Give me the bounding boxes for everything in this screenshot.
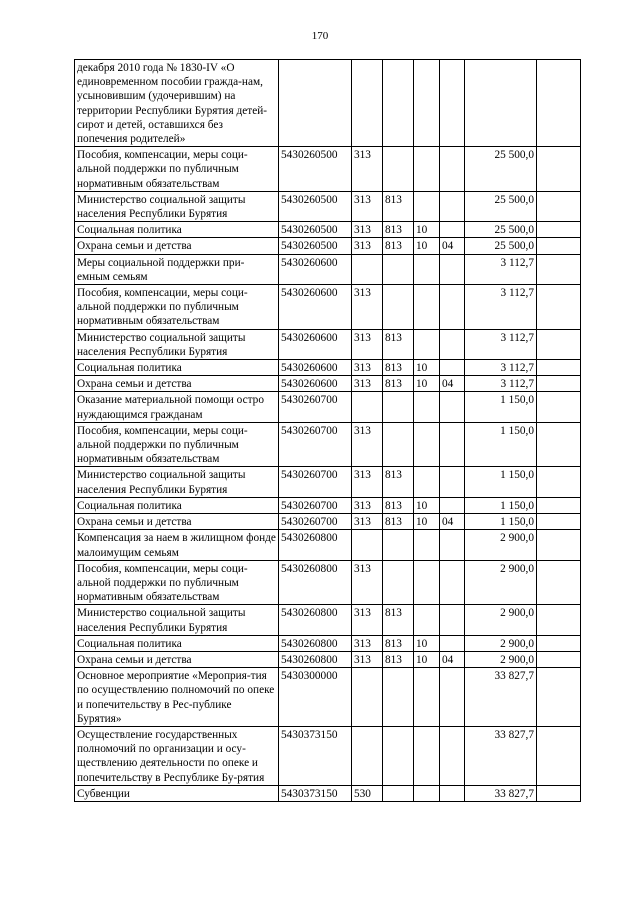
row-name-cell: Охрана семьи и детства <box>75 514 279 530</box>
amount-cell: 3 112,7 <box>465 254 537 284</box>
row-name-cell: декабря 2010 года № 1830-IV «О единовременном пособии гражда-нам, усыновившим (удочерившим) на территории Республики Бурятия детей-сирот и детей, оставшихся без попечения родителей» <box>75 60 279 147</box>
section-cell <box>414 668 440 727</box>
row-name-cell: Пособия, компенсации, меры соци-альной поддержки по публичным нормативным обязательствам <box>75 147 279 192</box>
table-row <box>75 60 581 147</box>
target-code-cell: 5430260600 <box>279 329 352 359</box>
administrator-cell <box>383 60 414 147</box>
section-cell <box>414 785 440 801</box>
expense-type-cell: 313 <box>352 222 383 238</box>
target-code-cell: 5430260700 <box>279 422 352 467</box>
section-cell: 10 <box>414 376 440 392</box>
amount-cell: 3 112,7 <box>465 285 537 330</box>
section-cell: 10 <box>414 497 440 513</box>
expense-type-cell: 313 <box>352 329 383 359</box>
row-name-cell: Социальная политика <box>75 497 279 513</box>
table-row <box>75 360 581 376</box>
budget-table-body <box>75 60 581 802</box>
subsection-cell <box>440 360 465 376</box>
row-name-cell: Основное мероприятие «Мероприя-тия по осуществлению полномочий по опеке и попечительству в Рес-публике Бурятия» <box>75 668 279 727</box>
row-name-cell: Субвенции <box>75 785 279 801</box>
subsection-cell <box>440 530 465 560</box>
row-name-cell: Компенсация за наем в жилищном фонде малоимущим семьям <box>75 530 279 560</box>
administrator-cell: 813 <box>383 222 414 238</box>
table-row <box>75 605 581 635</box>
row-name-cell: Министерство социальной защиты населения Республики Бурятия <box>75 467 279 497</box>
administrator-cell: 813 <box>383 605 414 635</box>
administrator-cell <box>383 785 414 801</box>
empty-cell <box>537 329 581 359</box>
table-row <box>75 392 581 422</box>
table-row <box>75 560 581 605</box>
row-name-cell: Оказание материальной помощи остро нуждающимся гражданам <box>75 392 279 422</box>
empty-cell <box>537 422 581 467</box>
empty-cell <box>537 360 581 376</box>
amount-cell: 3 112,7 <box>465 376 537 392</box>
target-code-cell: 5430260600 <box>279 254 352 284</box>
empty-cell <box>537 497 581 513</box>
subsection-cell <box>440 605 465 635</box>
expense-type-cell <box>352 668 383 727</box>
row-name-cell: Социальная политика <box>75 360 279 376</box>
expense-type-cell: 313 <box>352 514 383 530</box>
expense-type-cell: 313 <box>352 651 383 667</box>
target-code-cell: 5430260500 <box>279 238 352 254</box>
table-row <box>75 422 581 467</box>
row-name-cell: Охрана семьи и детства <box>75 376 279 392</box>
target-code-cell: 5430260600 <box>279 360 352 376</box>
table-row <box>75 285 581 330</box>
target-code-cell: 5430260800 <box>279 560 352 605</box>
administrator-cell: 813 <box>383 329 414 359</box>
amount-cell: 1 150,0 <box>465 514 537 530</box>
empty-cell <box>537 668 581 727</box>
row-name-cell: Министерство социальной защиты населения Республики Бурятия <box>75 191 279 221</box>
target-code-cell: 5430260800 <box>279 530 352 560</box>
section-cell <box>414 147 440 192</box>
subsection-cell: 04 <box>440 651 465 667</box>
section-cell: 10 <box>414 651 440 667</box>
amount-cell: 2 900,0 <box>465 530 537 560</box>
target-code-cell: 5430260800 <box>279 635 352 651</box>
empty-cell <box>537 530 581 560</box>
empty-cell <box>537 147 581 192</box>
table-row <box>75 514 581 530</box>
section-cell <box>414 191 440 221</box>
row-name-cell: Социальная политика <box>75 222 279 238</box>
expense-type-cell: 313 <box>352 360 383 376</box>
administrator-cell <box>383 726 414 785</box>
subsection-cell <box>440 222 465 238</box>
table-row <box>75 222 581 238</box>
empty-cell <box>537 222 581 238</box>
empty-cell <box>537 635 581 651</box>
section-cell <box>414 329 440 359</box>
administrator-cell <box>383 530 414 560</box>
expense-type-cell: 313 <box>352 376 383 392</box>
expense-type-cell: 313 <box>352 422 383 467</box>
empty-cell <box>537 726 581 785</box>
row-name-cell: Охрана семьи и детства <box>75 651 279 667</box>
section-cell <box>414 60 440 147</box>
administrator-cell: 813 <box>383 376 414 392</box>
administrator-cell: 813 <box>383 467 414 497</box>
subsection-cell <box>440 560 465 605</box>
target-code-cell: 5430260500 <box>279 222 352 238</box>
target-code-cell: 5430260700 <box>279 497 352 513</box>
row-name-cell: Социальная политика <box>75 635 279 651</box>
table-row <box>75 668 581 727</box>
expense-type-cell <box>352 254 383 284</box>
row-name-cell: Осуществление государственных полномочий по организации и осу-ществлению деятельности по опеке и попечительству в Республике Бу-рятия <box>75 726 279 785</box>
empty-cell <box>537 285 581 330</box>
table-row <box>75 376 581 392</box>
section-cell <box>414 467 440 497</box>
section-cell: 10 <box>414 360 440 376</box>
subsection-cell <box>440 497 465 513</box>
section-cell <box>414 285 440 330</box>
empty-cell <box>537 392 581 422</box>
target-code-cell: 5430260800 <box>279 605 352 635</box>
empty-cell <box>537 785 581 801</box>
amount-cell: 1 150,0 <box>465 422 537 467</box>
amount-cell: 33 827,7 <box>465 668 537 727</box>
section-cell: 10 <box>414 514 440 530</box>
target-code-cell: 5430260600 <box>279 376 352 392</box>
expense-type-cell: 313 <box>352 467 383 497</box>
table-row <box>75 785 581 801</box>
subsection-cell <box>440 147 465 192</box>
administrator-cell: 813 <box>383 651 414 667</box>
table-row <box>75 635 581 651</box>
target-code-cell: 5430373150 <box>279 726 352 785</box>
target-code-cell: 5430260500 <box>279 191 352 221</box>
administrator-cell <box>383 422 414 467</box>
amount-cell: 3 112,7 <box>465 329 537 359</box>
administrator-cell: 813 <box>383 497 414 513</box>
subsection-cell: 04 <box>440 376 465 392</box>
amount-cell: 25 500,0 <box>465 191 537 221</box>
subsection-cell <box>440 726 465 785</box>
subsection-cell <box>440 254 465 284</box>
subsection-cell <box>440 635 465 651</box>
expense-type-cell: 530 <box>352 785 383 801</box>
amount-cell: 25 500,0 <box>465 238 537 254</box>
expense-type-cell: 313 <box>352 560 383 605</box>
expense-type-cell: 313 <box>352 635 383 651</box>
administrator-cell <box>383 254 414 284</box>
target-code-cell: 5430300000 <box>279 668 352 727</box>
target-code-cell: 5430373150 <box>279 785 352 801</box>
table-row <box>75 497 581 513</box>
target-code-cell <box>279 60 352 147</box>
amount-cell: 2 900,0 <box>465 651 537 667</box>
administrator-cell: 813 <box>383 238 414 254</box>
empty-cell <box>537 467 581 497</box>
section-cell <box>414 422 440 467</box>
subsection-cell <box>440 285 465 330</box>
administrator-cell <box>383 147 414 192</box>
amount-cell: 33 827,7 <box>465 785 537 801</box>
section-cell <box>414 254 440 284</box>
subsection-cell <box>440 668 465 727</box>
amount-cell <box>465 60 537 147</box>
empty-cell <box>537 376 581 392</box>
administrator-cell <box>383 560 414 605</box>
table-row <box>75 329 581 359</box>
row-name-cell: Пособия, компенсации, меры соци-альной поддержки по публичным нормативным обязательствам <box>75 285 279 330</box>
amount-cell: 1 150,0 <box>465 497 537 513</box>
subsection-cell <box>440 422 465 467</box>
administrator-cell: 813 <box>383 514 414 530</box>
subsection-cell <box>440 60 465 147</box>
section-cell: 10 <box>414 222 440 238</box>
subsection-cell: 04 <box>440 514 465 530</box>
empty-cell <box>537 560 581 605</box>
expense-type-cell: 313 <box>352 238 383 254</box>
section-cell <box>414 726 440 785</box>
administrator-cell: 813 <box>383 635 414 651</box>
table-row <box>75 238 581 254</box>
subsection-cell <box>440 467 465 497</box>
administrator-cell <box>383 392 414 422</box>
expense-type-cell <box>352 60 383 147</box>
target-code-cell: 5430260700 <box>279 467 352 497</box>
table-row <box>75 191 581 221</box>
row-name-cell: Пособия, компенсации, меры соци-альной поддержки по публичным нормативным обязательствам <box>75 422 279 467</box>
expense-type-cell: 313 <box>352 191 383 221</box>
expense-type-cell: 313 <box>352 285 383 330</box>
empty-cell <box>537 191 581 221</box>
table-row <box>75 254 581 284</box>
empty-cell <box>537 514 581 530</box>
target-code-cell: 5430260700 <box>279 392 352 422</box>
amount-cell: 3 112,7 <box>465 360 537 376</box>
amount-cell: 1 150,0 <box>465 392 537 422</box>
row-name-cell: Меры социальной поддержки при-емным семьям <box>75 254 279 284</box>
subsection-cell <box>440 191 465 221</box>
administrator-cell <box>383 285 414 330</box>
administrator-cell: 813 <box>383 360 414 376</box>
section-cell: 10 <box>414 635 440 651</box>
section-cell <box>414 392 440 422</box>
empty-cell <box>537 254 581 284</box>
empty-cell <box>537 605 581 635</box>
table-row <box>75 467 581 497</box>
section-cell <box>414 605 440 635</box>
empty-cell <box>537 651 581 667</box>
row-name-cell: Пособия, компенсации, меры соци-альной поддержки по публичным нормативным обязательствам <box>75 560 279 605</box>
amount-cell: 25 500,0 <box>465 222 537 238</box>
amount-cell: 2 900,0 <box>465 560 537 605</box>
row-name-cell: Министерство социальной защиты населения Республики Бурятия <box>75 329 279 359</box>
table-row <box>75 726 581 785</box>
expense-type-cell <box>352 530 383 560</box>
section-cell <box>414 530 440 560</box>
amount-cell: 33 827,7 <box>465 726 537 785</box>
section-cell <box>414 560 440 605</box>
empty-cell <box>537 60 581 147</box>
target-code-cell: 5430260500 <box>279 147 352 192</box>
page-number: 170 <box>311 30 329 42</box>
subsection-cell <box>440 785 465 801</box>
empty-cell <box>537 238 581 254</box>
expense-type-cell <box>352 726 383 785</box>
amount-cell: 2 900,0 <box>465 635 537 651</box>
administrator-cell <box>383 668 414 727</box>
row-name-cell: Охрана семьи и детства <box>75 238 279 254</box>
table-row <box>75 147 581 192</box>
subsection-cell <box>440 329 465 359</box>
expense-type-cell: 313 <box>352 605 383 635</box>
subsection-cell: 04 <box>440 238 465 254</box>
target-code-cell: 5430260700 <box>279 514 352 530</box>
expense-type-cell: 313 <box>352 497 383 513</box>
table-row <box>75 530 581 560</box>
budget-table <box>74 59 581 802</box>
subsection-cell <box>440 392 465 422</box>
amount-cell: 25 500,0 <box>465 147 537 192</box>
administrator-cell: 813 <box>383 191 414 221</box>
table-row <box>75 651 581 667</box>
expense-type-cell <box>352 392 383 422</box>
target-code-cell: 5430260800 <box>279 651 352 667</box>
amount-cell: 2 900,0 <box>465 605 537 635</box>
expense-type-cell: 313 <box>352 147 383 192</box>
section-cell: 10 <box>414 238 440 254</box>
amount-cell: 1 150,0 <box>465 467 537 497</box>
target-code-cell: 5430260600 <box>279 285 352 330</box>
row-name-cell: Министерство социальной защиты населения Республики Бурятия <box>75 605 279 635</box>
